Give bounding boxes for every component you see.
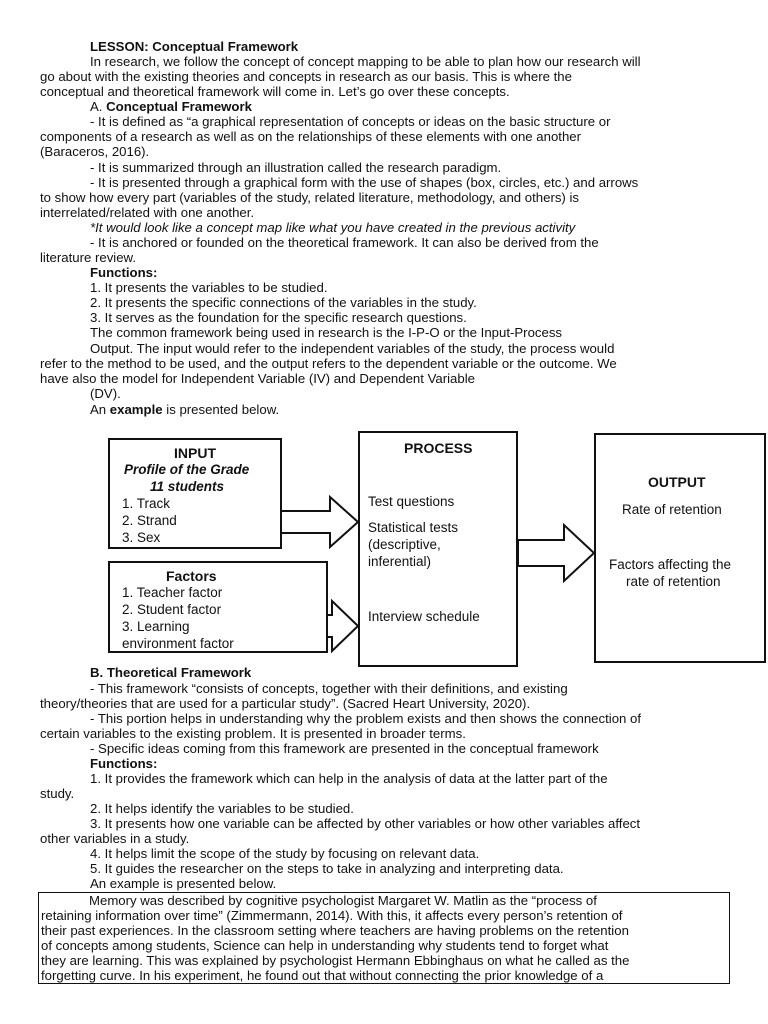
ipo-line: have also the model for Independent Variable (IV) and Dependent Variable (40, 371, 475, 386)
factors-item: environment factor (122, 636, 234, 651)
ipo-line: (DV). (90, 386, 121, 401)
factors-item: 3. Learning (122, 619, 190, 634)
presented-line: to show how every part (variables of the study, related literature, methodology, and others) is (40, 190, 580, 205)
process-box (358, 431, 518, 667)
summarized-line: - It is summarized through an illustration called the research paradigm. (90, 160, 502, 175)
section-b-heading: B. Theoretical Framework (90, 665, 252, 680)
input-item: 3. Sex (122, 530, 161, 545)
presented-line: - It is presented through a graphical form with the use of shapes (box, circles, etc.) and arrows (90, 175, 639, 190)
example-box-line: forgetting curve. In his experiment, he found out that without connecting the prior knowledge of a (41, 968, 604, 983)
process-item: (descriptive, (368, 537, 441, 552)
process-title: PROCESS (404, 440, 473, 456)
output-title: OUTPUT (648, 474, 706, 490)
input-item: 1. Track (122, 496, 171, 511)
note-line: *It would look like a concept map like what you have created in the previous activity (90, 220, 576, 235)
function-item: 1. It presents the variables to be studied. (90, 280, 328, 295)
function-item: other variables in a study. (40, 831, 190, 846)
anchored-line: - It is anchored or founded on the theoretical framework. It can also be derived from the (90, 235, 599, 250)
function-item: 3. It serves as the foundation for the specific research questions. (90, 310, 467, 325)
example-line: An example is presented below. (90, 876, 277, 891)
factors-arrow (326, 601, 358, 651)
process-item: Test questions (368, 494, 455, 509)
ipo-line: refer to the method to be used, and the output refers to the dependent variable or the outcome. We (40, 356, 617, 371)
process-arrow (518, 525, 594, 581)
definition-line: - It is defined as “a graphical representation of concepts or ideas on the basic structure or (90, 114, 611, 129)
factors-title: Factors (166, 568, 217, 584)
output-box (594, 433, 766, 663)
output-item: Factors affecting the (609, 557, 732, 572)
consists-line: theory/theories that are used for a particular study”. (Sacred Heart University, 2020). (40, 696, 531, 711)
input-subtitle: Profile of the Grade (124, 462, 250, 477)
anchored-line: literature review. (40, 250, 137, 265)
function-item: 1. It provides the framework which can help in the analysis of data at the latter part of the (90, 771, 608, 786)
function-item: 4. It helps limit the scope of the study by focusing on relevant data. (90, 846, 480, 861)
example-box-line: Memory was described by cognitive psychologist Margaret W. Matlin as the “process of (89, 893, 597, 908)
example-box-line: they are learning. This was explained by psychologist Hermann Ebbinghaus on what he called as the (41, 953, 630, 968)
ipo-line: Output. The input would refer to the independent variables of the study, the process would (90, 341, 615, 356)
example-box-line: of concepts among students, Science can help in understanding why students tend to forget what (41, 938, 609, 953)
specific-line: - Specific ideas coming from this framework are presented in the conceptual framework (90, 741, 599, 756)
definition-line: (Baraceros, 2016). (40, 144, 150, 159)
intro-line: In research, we follow the concept of concept mapping to be able to plan how our research will (90, 54, 641, 69)
factors-item: 1. Teacher factor (122, 585, 223, 600)
example-line: An example is presented below. (90, 402, 280, 417)
ipo-line: The common framework being used in research is the I-P-O or the Input-Process (90, 325, 563, 340)
functions-label: Functions: (90, 265, 158, 280)
presented-line: interrelated/related with one another. (40, 205, 255, 220)
example-box-line: retaining information over time” (Zimmermann, 2014). With this, it affects every person’s retention of (41, 908, 623, 923)
factors-box (108, 561, 328, 653)
consists-line: - This framework “consists of concepts, together with their definitions, and existing (90, 681, 568, 696)
process-item: inferential) (368, 554, 432, 569)
helps-line: - This portion helps in understanding why the problem exists and then shows the connection of (90, 711, 642, 726)
function-item: study. (40, 786, 75, 801)
input-title: INPUT (174, 445, 216, 461)
factors-item: 2. Student factor (122, 602, 222, 617)
intro-line: go about with the existing theories and concepts in research as our basis. This is where the (40, 69, 572, 84)
helps-line: certain variables to the existing problem. It is presented in broader terms. (40, 726, 466, 741)
input-item: 2. Strand (122, 513, 177, 528)
input-subtitle: 11 students (150, 479, 225, 494)
functions-label: Functions: (90, 756, 158, 771)
function-item: 2. It presents the specific connections of the variables in the study. (90, 295, 477, 310)
output-item: rate of retention (626, 574, 721, 589)
example-box (38, 892, 730, 984)
ipo-diagram (100, 425, 768, 670)
input-arrow (280, 497, 358, 547)
output-item: Rate of retention (622, 502, 722, 517)
function-item: 5. It guides the researcher on the steps to take in analyzing and interpreting data. (90, 861, 564, 876)
example-box-line: their past experiences. In the classroom setting where teachers are having problems on the retention (41, 923, 629, 938)
section-a-heading: A. Conceptual Framework (90, 99, 252, 114)
lesson-title: LESSON: Conceptual Framework (90, 39, 299, 54)
function-item: 3. It presents how one variable can be affected by other variables or how other variables affect (90, 816, 641, 831)
process-item: Statistical tests (368, 520, 459, 535)
definition-line: components of a research as well as on the relationships of these elements with one another (40, 129, 582, 144)
function-item: 2. It helps identify the variables to be studied. (90, 801, 354, 816)
input-box (108, 438, 282, 549)
intro-line: conceptual and theoretical framework will come in. Let’s go over these concepts. (40, 84, 510, 99)
process-item: Interview schedule (368, 609, 480, 624)
